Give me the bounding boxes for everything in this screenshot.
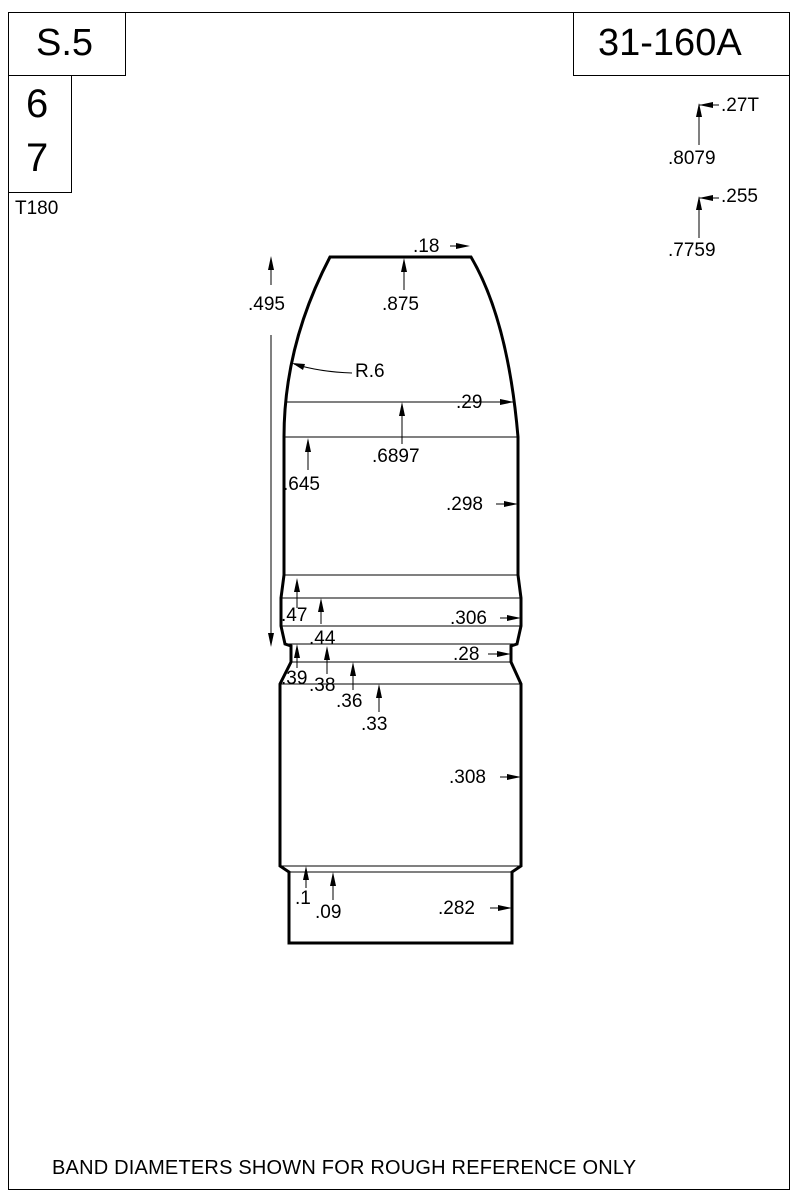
scale-label: S.5 xyxy=(36,22,94,64)
dim-meplat: .18 xyxy=(413,236,440,257)
cavity-bottom: 7 xyxy=(26,136,49,180)
dim-29: .29 xyxy=(456,392,483,413)
part-number: 31-160A xyxy=(598,22,742,64)
footer-note: BAND DIAMETERS SHOWN FOR ROUGH REFERENCE ONLY xyxy=(52,1157,637,1179)
dim-nose-length: .495 xyxy=(248,294,285,315)
dim-09: .09 xyxy=(315,902,342,923)
dim-44: .44 xyxy=(309,628,336,649)
dim-36: .36 xyxy=(336,691,363,712)
nose-outline xyxy=(280,257,521,943)
cavity-top: 6 xyxy=(26,82,49,126)
corner-b-value: .255 xyxy=(721,186,758,207)
dim-47: .47 xyxy=(281,605,308,626)
corner-b-diam: .7759 xyxy=(668,240,716,261)
dim-39: .39 xyxy=(281,668,308,689)
dim-306: .306 xyxy=(450,608,487,629)
dim-33: .33 xyxy=(361,714,388,735)
dim-nose-dia: .875 xyxy=(382,294,419,315)
dim-radius: R.6 xyxy=(355,361,385,382)
dim-6897: .6897 xyxy=(372,446,420,467)
dim-282: .282 xyxy=(438,898,475,919)
alloy-code: T180 xyxy=(15,198,59,219)
dim-28: .28 xyxy=(453,644,480,665)
dim-645: .645 xyxy=(283,474,320,495)
dim-308: .308 xyxy=(449,767,486,788)
corner-a-value: .27T xyxy=(721,95,760,116)
dim-1: .1 xyxy=(295,888,311,909)
corner-a-diam: .8079 xyxy=(668,148,716,169)
dim-38: .38 xyxy=(309,675,336,696)
dim-298: .298 xyxy=(446,494,483,515)
